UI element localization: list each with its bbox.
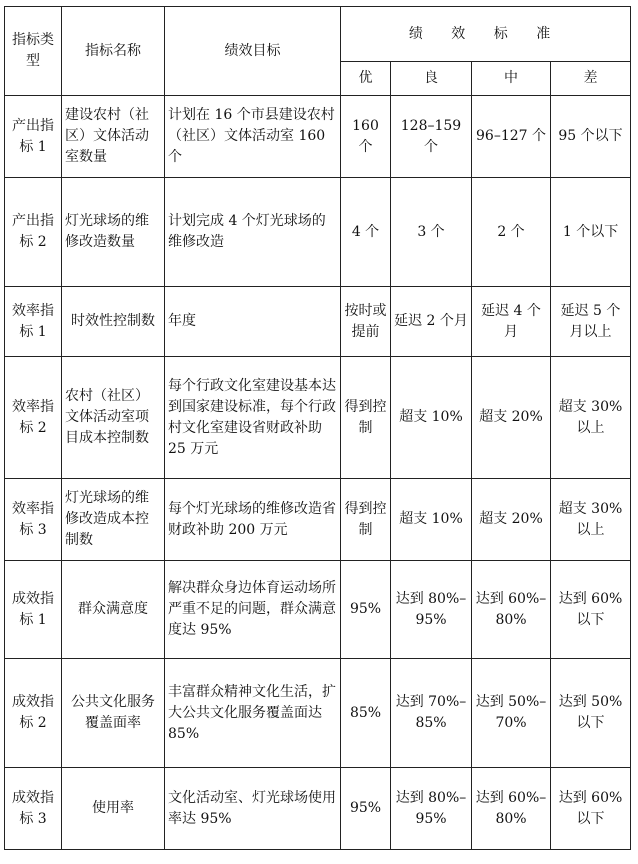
standard-excellent: 4 个 [341, 178, 391, 287]
indicator-name: 灯光球场的维修改造数量 [62, 178, 165, 287]
standard-poor: 超支 30%以上 [551, 357, 631, 479]
standard-poor: 超支 30%以上 [551, 479, 631, 561]
standard-good: 达到 80%–95% [391, 768, 472, 850]
indicator-type: 成效指标 1 [5, 561, 62, 659]
table-row [5, 287, 631, 357]
indicator-name: 建设农村（社区）文体活动室数量 [62, 96, 165, 178]
indicator-name: 农村（社区）文体活动室项目成本控制数 [62, 357, 165, 479]
standard-medium: 96–127 个 [472, 96, 551, 178]
indicator-type: 效率指标 1 [5, 287, 62, 357]
header-indicator-name: 指标名称 [62, 7, 165, 96]
table-row [5, 659, 631, 768]
standard-good: 达到 70%–85% [391, 659, 472, 768]
standard-excellent: 按时或提前 [341, 287, 391, 357]
indicator-type: 成效指标 2 [5, 659, 62, 768]
indicator-name: 公共文化服务覆盖面率 [62, 659, 165, 768]
header-indicator-type: 指标类型 [5, 7, 62, 96]
standard-poor: 1 个以下 [551, 178, 631, 287]
performance-goal: 解决群众身边体育运动场所严重不足的问题，群众满意度达 95% [165, 561, 341, 659]
standard-excellent: 得到控制 [341, 479, 391, 561]
indicator-name: 使用率 [62, 768, 165, 850]
standard-medium: 超支 20% [472, 357, 551, 479]
performance-table [4, 6, 631, 850]
indicator-type: 成效指标 3 [5, 768, 62, 850]
standard-good: 128–159 个 [391, 96, 472, 178]
standard-excellent: 85% [341, 659, 391, 768]
standard-poor: 达到 60%以下 [551, 768, 631, 850]
standard-poor: 达到 50%以下 [551, 659, 631, 768]
standard-good: 延迟 2 个月 [391, 287, 472, 357]
header-level-poor: 差 [551, 62, 631, 96]
standard-medium: 超支 20% [472, 479, 551, 561]
standard-medium: 达到 60%–80% [472, 561, 551, 659]
indicator-name: 灯光球场的维修改造成本控制数 [62, 479, 165, 561]
header-performance-standard: 绩 效 标 准 [341, 7, 631, 62]
table-row [5, 357, 631, 479]
performance-goal: 文化活动室、灯光球场使用率达 95% [165, 768, 341, 850]
performance-goal: 每个行政文化室建设基本达到国家建设标准，每个行政村文化室建设省财政补助 25 万元 [165, 357, 341, 479]
standard-poor: 达到 60%以下 [551, 561, 631, 659]
performance-goal: 计划完成 4 个灯光球场的维修改造 [165, 178, 341, 287]
performance-goal: 丰富群众精神文化生活，扩大公共文化服务覆盖面达 85% [165, 659, 341, 768]
standard-good: 超支 10% [391, 357, 472, 479]
header-level-good: 良 [391, 62, 472, 96]
indicator-type: 产出指标 1 [5, 96, 62, 178]
standard-medium: 达到 50%–70% [472, 659, 551, 768]
indicator-type: 效率指标 3 [5, 479, 62, 561]
standard-medium: 2 个 [472, 178, 551, 287]
table-row [5, 768, 631, 850]
standard-poor: 95 个以下 [551, 96, 631, 178]
table-row [5, 561, 631, 659]
performance-goal: 年度 [165, 287, 341, 357]
standard-excellent: 160 个 [341, 96, 391, 178]
indicator-name: 时效性控制数 [62, 287, 165, 357]
standard-good: 达到 80%–95% [391, 561, 472, 659]
table-row [5, 96, 631, 178]
standard-medium: 延迟 4 个月 [472, 287, 551, 357]
indicator-name: 群众满意度 [62, 561, 165, 659]
table-row [5, 479, 631, 561]
standard-excellent: 95% [341, 768, 391, 850]
standard-poor: 延迟 5 个月以上 [551, 287, 631, 357]
standard-good: 超支 10% [391, 479, 472, 561]
header-performance-goal: 绩效目标 [165, 7, 341, 96]
table-row [5, 178, 631, 287]
performance-goal: 计划在 16 个市县建设农村（社区）文体活动室 160 个 [165, 96, 341, 178]
standard-excellent: 得到控制 [341, 357, 391, 479]
header-level-medium: 中 [472, 62, 551, 96]
header-level-excellent: 优 [341, 62, 391, 96]
standard-excellent: 95% [341, 561, 391, 659]
standard-medium: 达到 60%–80% [472, 768, 551, 850]
performance-goal: 每个灯光球场的维修改造省财政补助 200 万元 [165, 479, 341, 561]
standard-good: 3 个 [391, 178, 472, 287]
indicator-type: 产出指标 2 [5, 178, 62, 287]
indicator-type: 效率指标 2 [5, 357, 62, 479]
performance-table-wrapper [4, 6, 631, 850]
